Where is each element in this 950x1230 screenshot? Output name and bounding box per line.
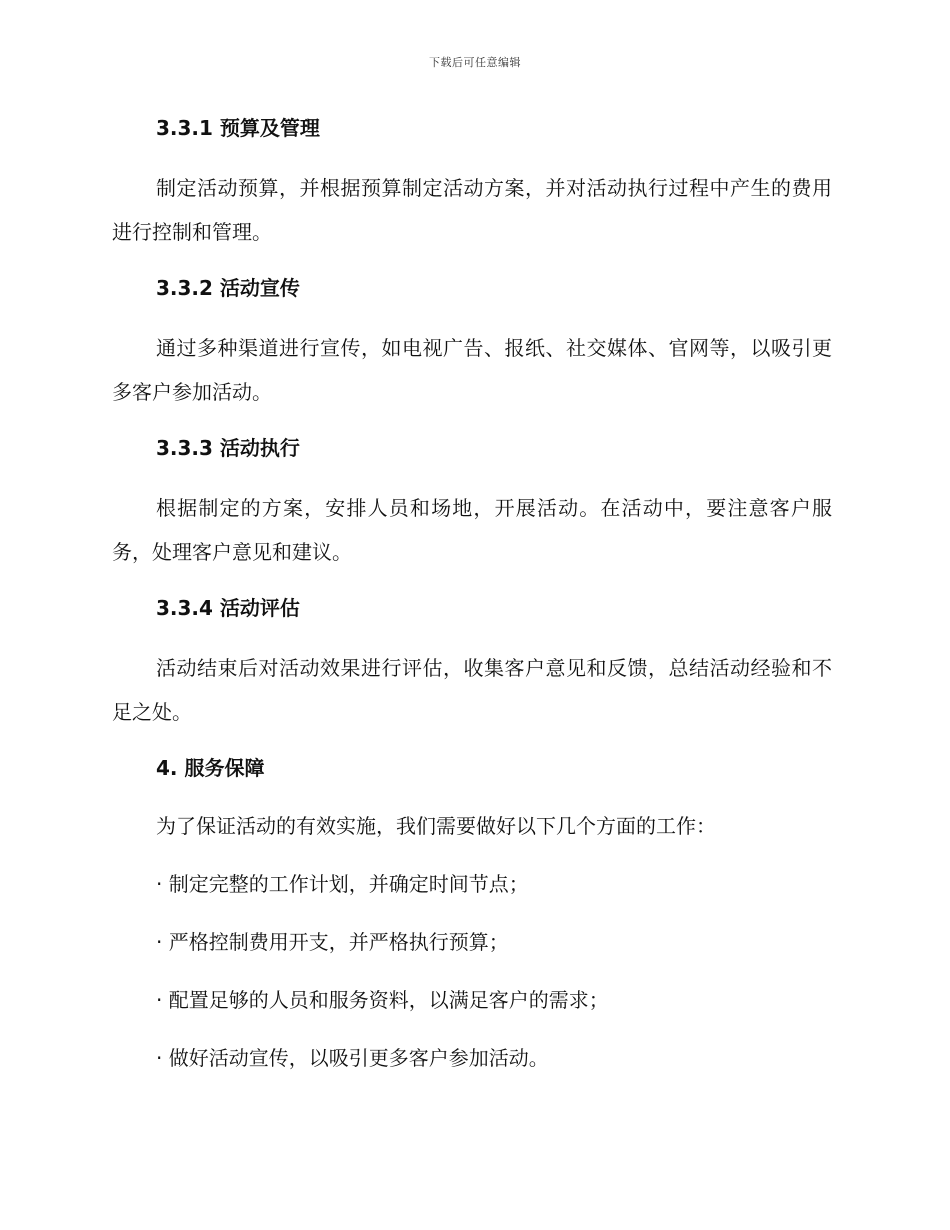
document-body (112, 108, 832, 1096)
section-paragraph-3-3-3: 根据制定的方案，安排人员和场地，开展活动。在活动中，要注意客户服务，处理客户意见和建议。 (112, 496, 832, 564)
section-heading-3-3-4: 3.3.4 活动评估 (156, 596, 300, 620)
section-heading-3-3-1: 3.3.1 预算及管理 (156, 116, 320, 140)
section-heading-4: 4. 服务保障 (156, 756, 265, 780)
section-heading-3-3-3: 3.3.3 活动执行 (156, 436, 300, 460)
section-intro-4: 为了保证活动的有效实施，我们需要做好以下几个方面的工作： (156, 814, 716, 838)
list-item: · 制定完整的工作计划，并确定时间节点； (156, 872, 529, 896)
list-item: · 严格控制费用开支，并严格执行预算； (156, 930, 509, 954)
section-paragraph-3-3-4: 活动结束后对活动效果进行评估，收集客户意见和反馈，总结活动经验和不足之处。 (112, 656, 832, 724)
section-paragraph-3-3-1: 制定活动预算，并根据预算制定活动方案，并对活动执行过程中产生的费用进行控制和管理。 (112, 176, 832, 244)
section-heading-3-3-2: 3.3.2 活动宣传 (156, 276, 300, 300)
section-paragraph-3-3-2: 通过多种渠道进行宣传，如电视广告、报纸、社交媒体、官网等，以吸引更多客户参加活动。 (112, 336, 832, 404)
page-header-note: 下载后可任意编辑 (429, 56, 521, 69)
list-item: · 做好活动宣传，以吸引更多客户参加活动。 (156, 1046, 549, 1070)
list-item: · 配置足够的人员和服务资料，以满足客户的需求； (156, 988, 609, 1012)
